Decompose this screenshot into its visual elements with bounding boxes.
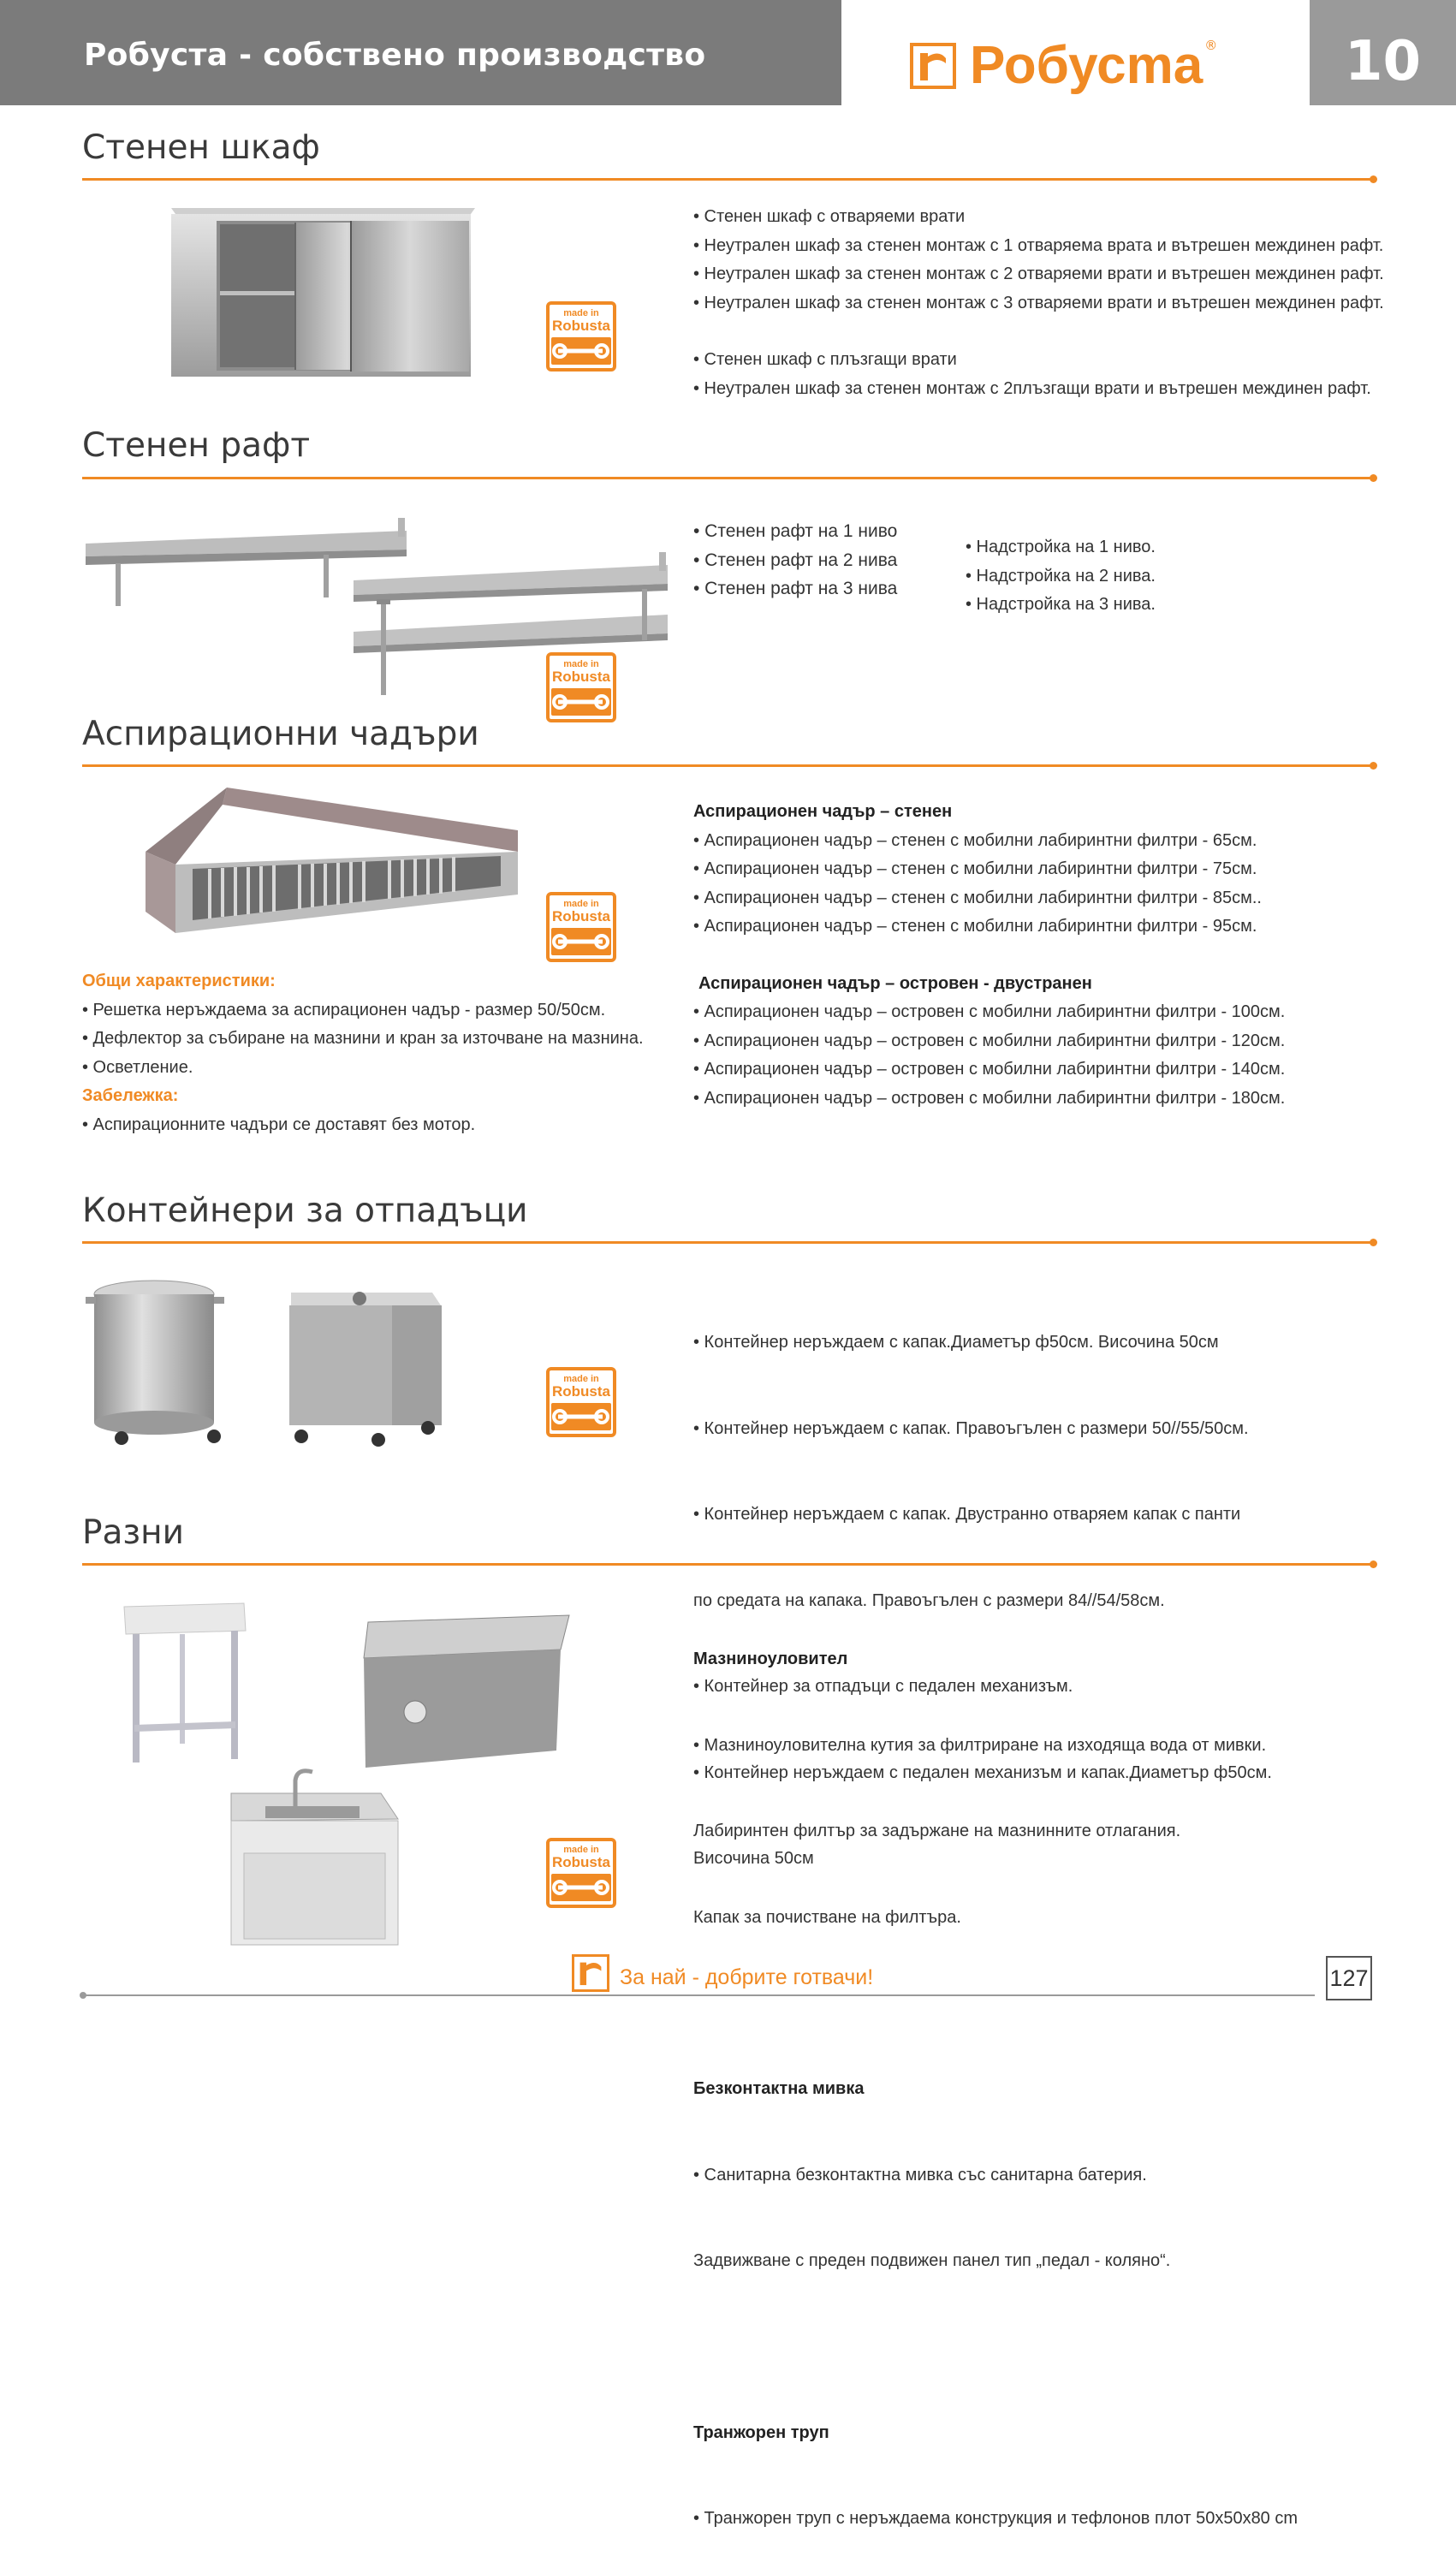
text-line: • Контейнер за отпадъци с педален механизъм. (693, 1677, 1073, 1696)
text-line: • Аспирационен чадър – стенен с мобилни лабиринтни филтри - 65см. (693, 830, 1257, 850)
wrench-icon (551, 337, 611, 365)
text-line: Капак за почистване на филтъра. (693, 1907, 961, 1927)
text-line: • Решетка неръждаема за аспирационен чадър - размер 50/50см. (82, 1000, 606, 1019)
waste-bins-image (86, 1275, 462, 1455)
text-line: • Стенен рафт на 3 нива (693, 579, 898, 598)
wrench-icon (551, 1874, 611, 1901)
badge-line2: Robusta (552, 318, 610, 334)
text-line: • Аспирационен чадър – островен с мобилни лабиринтни филтри - 100см. (693, 1002, 1286, 1021)
badge-line2: Robusta (552, 908, 610, 924)
shelf-list (693, 517, 897, 603)
text-line: • Мазниноуловителна кутия за филтриране на изходяща вода от мивки. (693, 1735, 1267, 1755)
wrench-icon (551, 928, 611, 955)
badge-line1: made in (563, 1845, 599, 1855)
chapter-number: 10 (1310, 0, 1456, 105)
text-line: • Контейнер неръждаем с капак. Двустранно отваряем капак с панти (693, 1505, 1241, 1524)
subheading: Забележка: (82, 1086, 179, 1105)
made-in-robusta-badge (546, 892, 616, 962)
wrench-icon (551, 1403, 611, 1430)
text-line: • Неутрален шкаф за стенен монтаж с 1 отваряема врата и вътрешен междинен рафт. (693, 235, 1384, 255)
made-in-robusta-badge (546, 1838, 616, 1908)
made-in-robusta-badge (546, 652, 616, 722)
text-line: • Аспирационен чадър – стенен с мобилни лабиринтни филтри - 75см. (693, 859, 1257, 878)
made-in-robusta-badge (546, 301, 616, 372)
section-divider (82, 1563, 1375, 1566)
brand-logo (910, 36, 1218, 95)
text-line: • Неутрален шкаф за стенен монтаж с 3 отваряеми врати и вътрешен междинен рафт. (693, 293, 1384, 312)
footer-slogan: За най - добрите готвачи! (620, 1965, 874, 1989)
badge-line1: made in (563, 1374, 599, 1384)
wrench-icon (551, 688, 611, 716)
brand-logo-icon (910, 43, 956, 89)
text-line: • Транжорен труп с неръждаема конструкция и тефлонов плот 50x50x80 cm (693, 2509, 1299, 2528)
text-line: • Стенен рафт на 1 ниво (693, 521, 898, 541)
subheading: Аспирационен чадър – островен - двустранен (698, 973, 1092, 993)
text-line: • Неутрален шкаф за стенен монтаж с 2 отваряеми врати и вътрешен междинен рафт. (693, 265, 1384, 283)
section-title-shelf: Стенен рафт (82, 426, 311, 465)
badge-line1: made in (563, 659, 599, 669)
text-line: • Неутрален шкаф за стенен монтаж с 2плъзгащи врати и вътрешен междинен рафт. (693, 378, 1371, 398)
footer-logo-icon (572, 1954, 609, 1992)
text-line: • Аспирационен чадър – стенен с мобилни лабиринтни филтри - 95см. (693, 917, 1257, 936)
badge-line2: Robusta (552, 1854, 610, 1870)
made-in-robusta-badge (546, 1367, 616, 1437)
section-title-cabinet: Стенен шкаф (82, 128, 320, 167)
subheading: Безконтактна мивка (693, 2079, 865, 2098)
cabinet-description (693, 203, 1384, 403)
section-title-misc: Разни (82, 1513, 184, 1552)
page-number: 127 (1326, 1956, 1372, 2000)
text-line: • Стенен рафт на 2 нива (693, 550, 898, 570)
subheading: Транжорен труп (693, 2422, 829, 2442)
extraction-hood-image (141, 783, 526, 937)
badge-line2: Robusta (552, 1383, 610, 1400)
text-line: Височина 50см (693, 1849, 814, 1868)
text-line: Задвижване с преден подвижен панел тип „педал - коляно“. (693, 2251, 1171, 2270)
registered-icon: ® (1204, 38, 1218, 53)
section-divider (82, 178, 1375, 181)
section-title-bins: Контейнери за отпадъци (82, 1192, 528, 1230)
text-line: • Санитарна безконтактна мивка със санитарна батерия. (693, 2165, 1147, 2185)
footer-divider (82, 1994, 1315, 1996)
badge-line1: made in (563, 899, 599, 909)
section-title-hood: Аспирационни чадъри (82, 715, 479, 753)
text-line: • Аспирационен чадър – островен с мобилни лабиринтни филтри - 180см. (693, 1088, 1286, 1108)
text-line: • Надстройка на 2 нива. (966, 566, 1156, 586)
subheading: Мазниноуловител (693, 1650, 848, 1668)
wall-cabinet-image (167, 204, 484, 383)
text-line: • Стенен шкаф с отваряеми врати (693, 207, 966, 226)
badge-line2: Robusta (552, 669, 610, 685)
hood-general (82, 967, 644, 1139)
section-divider (82, 477, 1375, 479)
text-line: • Дефлектор за събиране на мазнини и кран за източване на мазнина. (82, 1029, 644, 1048)
section-divider (82, 1241, 1375, 1244)
misc-description (693, 1588, 1298, 2562)
text-line: • Осветление. (82, 1057, 193, 1077)
text-line: • Надстройка на 3 нива. (966, 595, 1156, 614)
brand-name: Робусma (970, 36, 1203, 95)
text-line: • Контейнер неръждаем с педален механизъм и капак.Диаметър ф50см. (693, 1762, 1272, 1782)
misc-equipment-image (116, 1596, 586, 1956)
text-line: • Надстройка на 1 ниво. (966, 538, 1156, 556)
text-line: • Аспирационен чадър – островен с мобилни лабиринтни филтри - 140см. (693, 1060, 1286, 1079)
text-line: • Аспирационните чадъри се доставят без мотор. (82, 1115, 476, 1134)
text-line: • Контейнер неръждаем с капак. Правоъгълен с размери 50//55/50см. (693, 1418, 1249, 1438)
text-line: Лабиринтен филтър за задържане на мазнинните отлагания. (693, 1822, 1181, 1840)
section-divider (82, 764, 1375, 767)
text-line: • Контейнер неръждаем с капак.Диаметър ф50см. Височина 50см (693, 1333, 1219, 1352)
hood-wall-list (693, 798, 1285, 1113)
text-line: по средата на капака. Правоъгълен с размери 84//54/58см. (693, 1590, 1165, 1610)
subheading: Аспирационен чадър – стенен (693, 802, 953, 821)
text-line: • Аспирационен чадър – островен с мобилни лабиринтни филтри - 120см. (693, 1031, 1286, 1050)
text-line: • Стенен шкаф с плъзгащи врати (693, 350, 957, 369)
text-line: • Аспирационен чадър – стенен с мобилни лабиринтни филтри - 85см.. (693, 888, 1262, 907)
subheading: Общи характеристики: (82, 972, 276, 990)
badge-line1: made in (563, 308, 599, 318)
header-title: Робуста - собствено производство (84, 38, 706, 73)
superstructure-list (966, 533, 1156, 620)
